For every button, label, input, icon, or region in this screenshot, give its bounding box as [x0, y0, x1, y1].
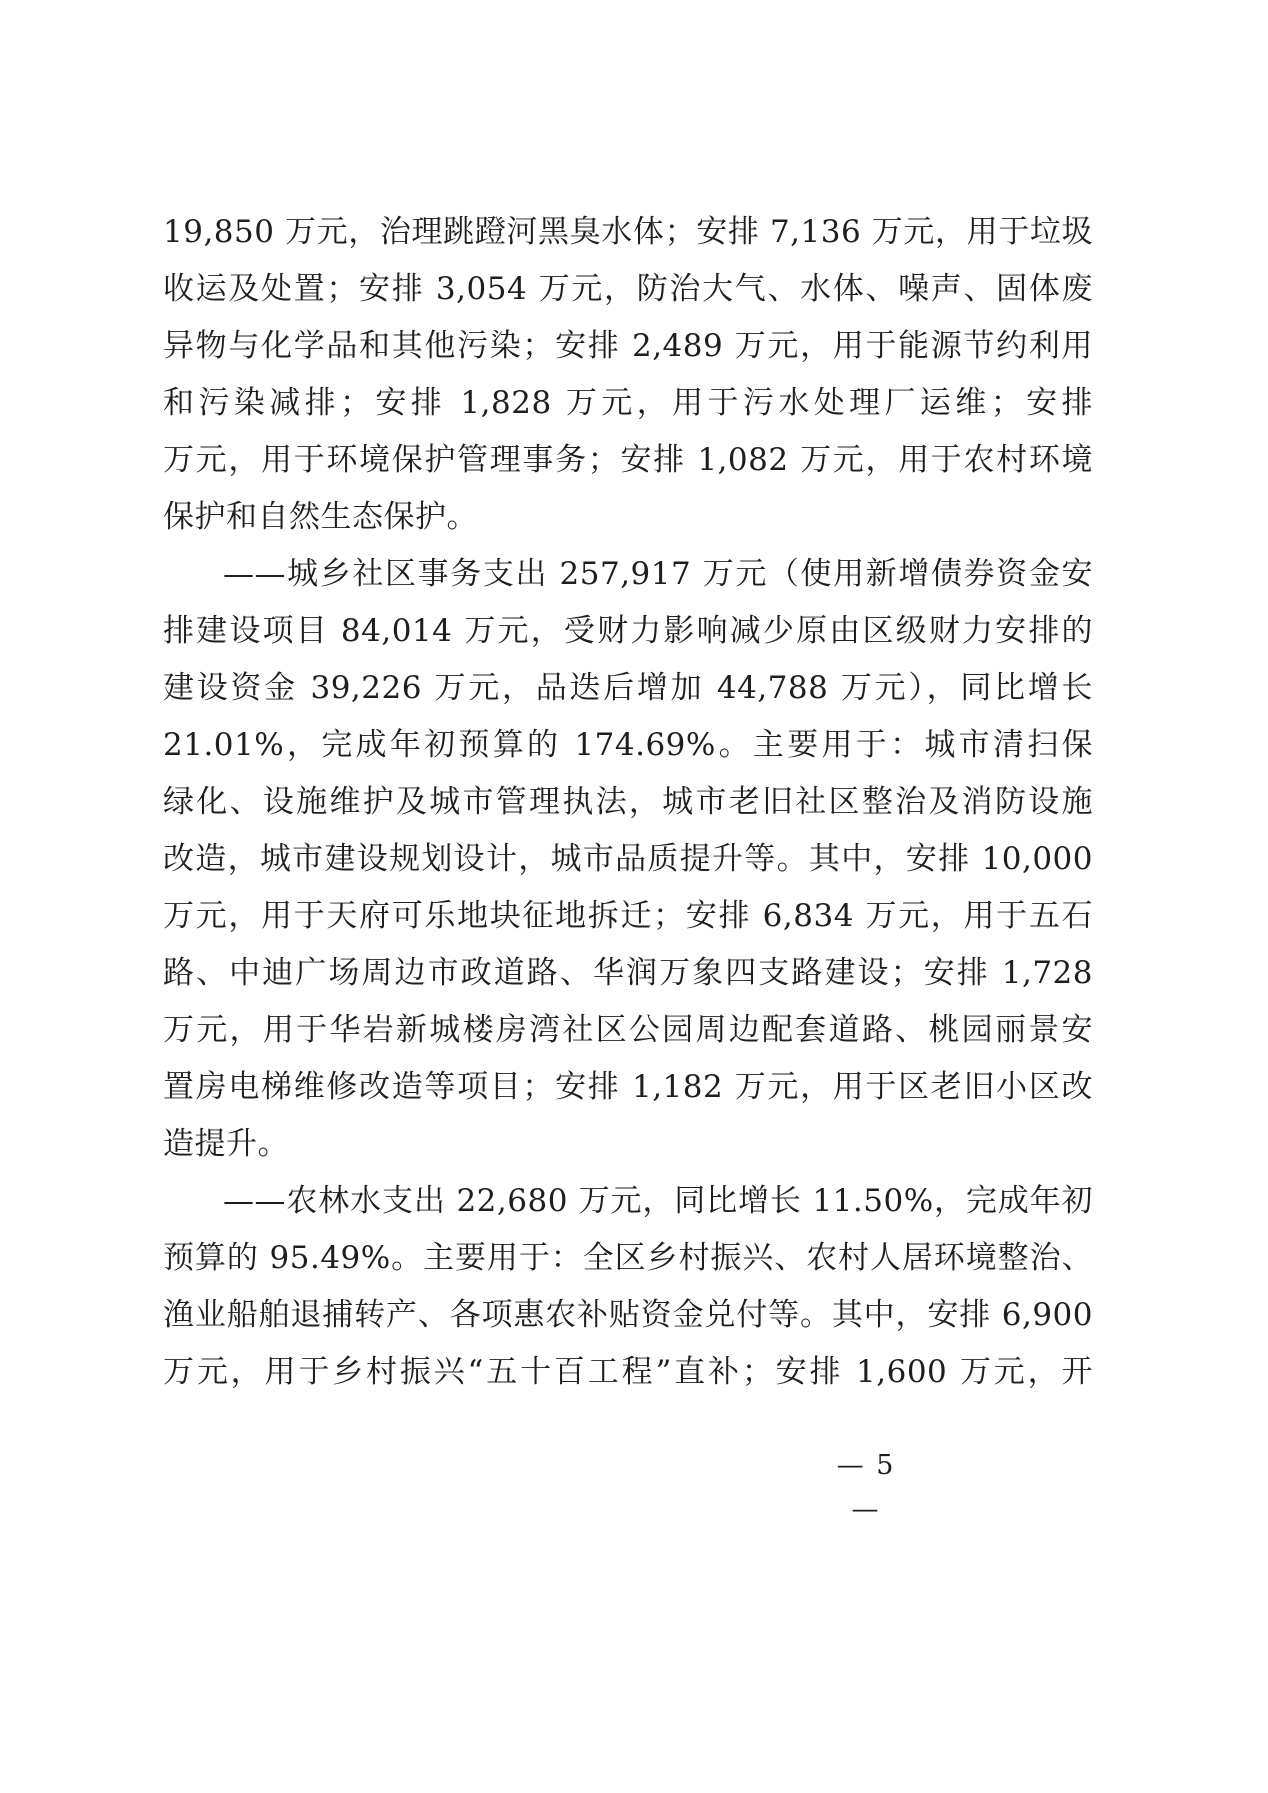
document-body: [163, 204, 1093, 1401]
text-line: 改造，城市建设规划设计，城市品质提升等。其中，安排 10,000: [163, 841, 1093, 877]
paragraph-agriculture: [163, 1173, 1093, 1401]
text-line: 建设资金 39,226 万元，品迭后增加 44,788 万元），同比增长: [163, 670, 1093, 706]
text-line: 置房电梯维修改造等项目；安排 1,182 万元，用于区老旧小区改: [163, 1069, 1093, 1105]
text-line: 保护和自然生态保护。: [163, 499, 478, 535]
text-line: 异物与化学品和其他污染；安排 2,489 万元，用于能源节约利用: [163, 328, 1093, 364]
page-number: — 5 —: [836, 1450, 896, 1525]
text-line: 排建设项目 84,014 万元，受财力影响减少原由区级财力安排的: [163, 613, 1093, 649]
text-line: 造提升。: [163, 1126, 289, 1162]
paragraph-urban-community: [163, 546, 1093, 1173]
text-line: 万元，用于华岩新城楼房湾社区公园周边配套道路、桃园丽景安: [163, 1012, 1093, 1048]
text-line: 路、中迪广场周边市政道路、华润万象四支路建设；安排 1,728: [163, 955, 1093, 991]
text-line: 收运及处置；安排 3,054 万元，防治大气、水体、噪声、固体废: [163, 271, 1093, 307]
text-line: 21.01%，完成年初预算的 174.69%。主要用于：城市清扫保: [163, 727, 1093, 763]
text-line: 预算的 95.49%。主要用于：全区乡村振兴、农村人居环境整治、: [163, 1240, 1093, 1276]
text-line: 绿化、设施维护及城市管理执法，城市老旧社区整治及消防设施: [163, 784, 1093, 820]
text-line: 万元，用于环境保护管理事务；安排 1,082 万元，用于农村环境: [163, 442, 1093, 478]
text-line: 万元，用于乡村振兴“五十百工程”直补；安排 1,600 万元，开: [163, 1354, 1093, 1390]
text-line: 渔业船舶退捕转产、各项惠农补贴资金兑付等。其中，安排 6,900: [163, 1297, 1093, 1333]
text-line: ——城乡社区事务支出 257,917 万元（使用新增债券资金安: [223, 556, 1093, 592]
text-line: 19,850 万元，治理跳蹬河黑臭水体；安排 7,136 万元，用于垃圾: [163, 214, 1093, 250]
paragraph-environment: [163, 204, 1093, 546]
text-line: 万元，用于天府可乐地块征地拆迁；安排 6,834 万元，用于五石: [163, 898, 1093, 934]
text-line: ——农林水支出 22,680 万元，同比增长 11.50%，完成年初: [223, 1183, 1093, 1219]
text-line: 和污染减排；安排 1,828 万元，用于污水处理厂运维；安排: [163, 385, 1093, 421]
